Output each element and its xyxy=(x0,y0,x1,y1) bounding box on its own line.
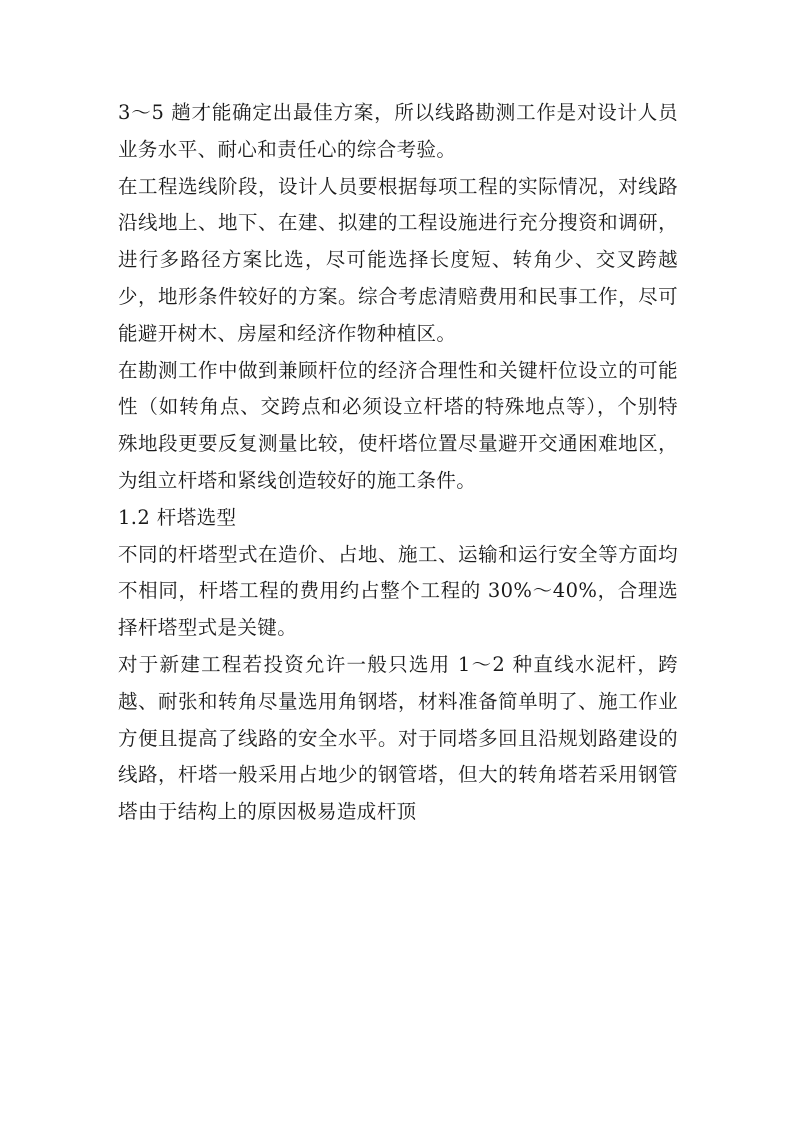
paragraph-route-selection: 在工程选线阶段，设计人员要根据每项工程的实际情况，对线路沿线地上、地下、在建、拟建的工程设施进行充分搜资和调研，进行多路径方案比选，尽可能选择长度短、转角少、交叉跨越少，地形条件较好的方案。综合考虑清赔费用和民事工作，尽可能避开树木、房屋和经济作物种植区。 xyxy=(118,174,678,345)
paragraph-tower-types: 不同的杆塔型式在造价、占地、施工、运输和运行安全等方面均不相同，杆塔工程的费用约占整个工程的 30%～40%，合理选择杆塔型式是关键。 xyxy=(118,542,678,640)
document-body xyxy=(118,95,678,831)
section-heading: 1.2 杆塔选型 xyxy=(118,505,237,529)
paragraph-survey-work: 在勘测工作中做到兼顾杆位的经济合理性和关键杆位设立的可能性（如转角点、交跨点和必须设立杆塔的特殊地点等），个别特殊地段更要反复测量比较，使杆塔位置尽量避开交通困难地区，为组立杆塔和紧线创造较好的施工条件。 xyxy=(118,358,678,492)
paragraph-survey-intro: 3～5 趟才能确定出最佳方案，所以线路勘测工作是对设计人员业务水平、耐心和责任心的综合考验。 xyxy=(118,101,678,161)
paragraph-new-project: 对于新建工程若投资允许一般只选用 1～2 种直线水泥杆，跨越、耐张和转角尽量选用角钢塔，材料准备简单明了、施工作业方便且提高了线路的安全水平。对于同塔多回且沿规划路建设的线路，杆塔一般采用占地少的钢管塔，但大的转角塔若采用钢管塔由于结构上的原因极易造成杆顶 xyxy=(118,652,678,824)
